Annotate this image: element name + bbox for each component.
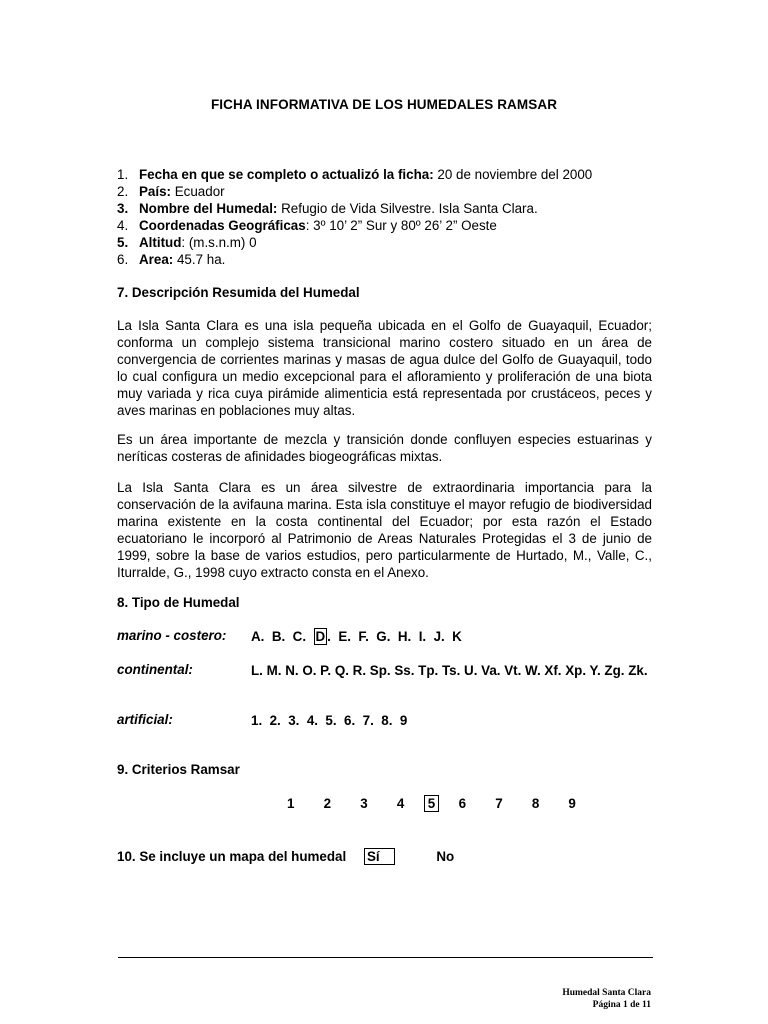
selected-criterion: 5 xyxy=(424,795,439,812)
section-7-paragraph-1: La Isla Santa Clara es una isla pequeña ubicada en el Golfo de Guayaquil, Ecuador; conforma un complejo sistema transicional marino costero situado en un área de convergencia de corrientes marinas y masas de agua dulce del Golfo de Guayaquil, todo lo cual configura un medio excepcional para el afloramiento y proliferación de una biota muy variada y rica cuya pirámide alimenticia está representada por crustáceos, peces y aves marinas en poblaciones muy altas. xyxy=(117,318,652,418)
section-7-paragraph-2: Es un área importante de mezcla y transición donde confluyen especies estuarinas y neríticas costeras de afinidades biogeográficas mixtas. xyxy=(117,432,652,464)
section-7-paragraph-3: La Isla Santa Clara es un área silvestre de extraordinaria importancia para la conservación de la avifauna marina. Esta isla constituye el mayor refugio de biodiversidad marina existente en la costa continental del Ecuador; por esta razón el Estado ecuatoriano le incorporó al Patrimonio de Areas Naturales Protegidas el 3 de junio de 1999, sobre la base de varios estudios, pero particularmente de Hurtado, M., Valle, C., Iturralde, G., 1998 cuyo extracto consta en el Anexo. xyxy=(117,480,652,580)
wetland-type-label: artificial: xyxy=(117,712,173,727)
document-title: FICHA INFORMATIVA DE LOS HUMEDALES RAMSAR xyxy=(210,97,558,112)
wetland-type-label: marino - costero: xyxy=(117,628,227,643)
wetland-type-codes: L. M. N. O. P. Q. R. Sp. Ss. Tp. Ts. U. Va. Vt. W. Xf. Xp. Y. Zg. Zk. xyxy=(251,663,648,678)
item-nombre: 3. Nombre del Humedal: Refugio de Vida Silvestre. Isla Santa Clara. xyxy=(117,201,538,216)
item-fecha: 1. Fecha en que se completo o actualizó la ficha: 20 de noviembre del 2000 xyxy=(117,167,593,182)
footer-page-number: Página 1 de 11 xyxy=(592,1000,651,1010)
wetland-type-label: continental: xyxy=(117,662,193,677)
map-question: 10. Se incluye un mapa del humedal xyxy=(117,849,347,864)
section-7-heading: 7. Descripción Resumida del Humedal xyxy=(117,285,360,300)
footer-divider xyxy=(118,957,653,958)
ramsar-criteria: 1 2 3 4 5 6 7 8 9 xyxy=(287,796,576,811)
map-answer-no: No xyxy=(436,849,455,864)
wetland-type-codes: 1. 2. 3. 4. 5. 6. 7. 8. 9 xyxy=(251,713,408,728)
item-coordenadas: 4. Coordenadas Geográficas: 3º 10’ 2” Sur y 80º 26’ 2” Oeste xyxy=(117,218,497,233)
item-altitud: 5. Altitud: (m.s.n.m) 0 xyxy=(117,235,257,250)
item-pais: 2. País: Ecuador xyxy=(117,184,225,199)
map-answer-yes: Sí xyxy=(364,848,395,865)
selected-wetland-type: D xyxy=(315,629,326,644)
item-area: 6. Area: 45.7 ha. xyxy=(117,252,226,267)
section-10-map xyxy=(117,848,454,865)
footer-title: Humedal Santa Clara xyxy=(562,988,651,998)
section-9-heading: 9. Criterios Ramsar xyxy=(117,762,240,777)
section-8-heading: 8. Tipo de Humedal xyxy=(117,595,240,610)
wetland-type-codes: A. B. C. D . E. F. G. H. I. J. K xyxy=(251,629,462,644)
